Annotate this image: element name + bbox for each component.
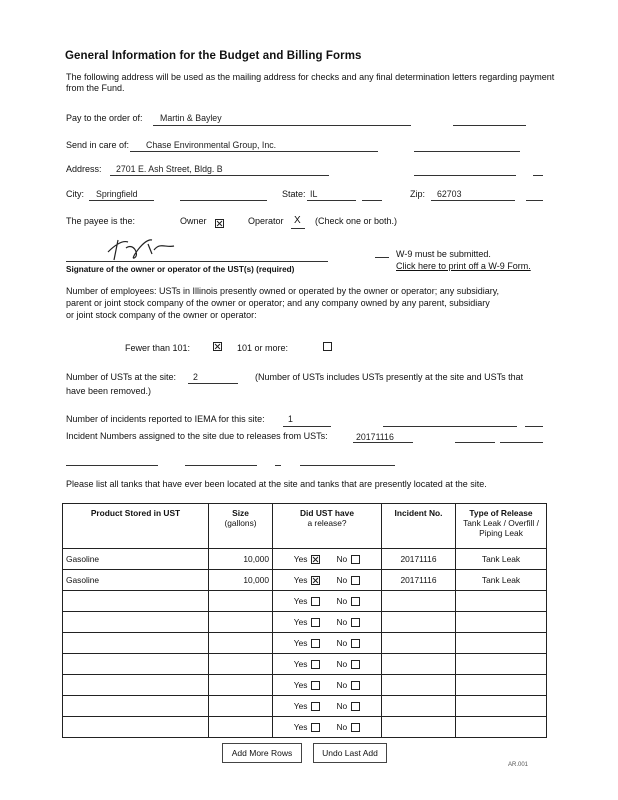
incident-cell[interactable] (382, 675, 456, 696)
state-label: State: (282, 189, 306, 199)
type-cell[interactable] (456, 591, 547, 612)
no-label: No (336, 574, 348, 585)
w9-print-link[interactable]: Click here to print off a W-9 Form. (396, 261, 531, 271)
product-cell[interactable] (63, 654, 209, 675)
yes-checkbox[interactable] (311, 702, 320, 711)
type-cell[interactable]: Tank Leak (456, 549, 547, 570)
no-label: No (336, 616, 348, 627)
table-row (63, 591, 547, 612)
release-cell (273, 696, 382, 717)
yes-label: Yes (293, 700, 308, 711)
product-cell[interactable]: Gasoline (63, 549, 209, 570)
add-more-rows-button[interactable]: Add More Rows (222, 743, 302, 763)
incident-cell[interactable] (382, 696, 456, 717)
city-label: City: (66, 189, 84, 199)
release-cell (273, 675, 382, 696)
no-checkbox[interactable] (351, 639, 360, 648)
no-label: No (336, 700, 348, 711)
incident-cell[interactable]: 20171116 (382, 549, 456, 570)
zip-label: Zip: (410, 189, 426, 199)
incidents-label: Number of incidents reported to IEMA for this site: (66, 414, 265, 424)
ust-table (62, 503, 547, 738)
no-checkbox[interactable] (351, 618, 360, 627)
no-label: No (336, 637, 348, 648)
release-cell (273, 549, 382, 570)
list-tanks-instruction: Please list all tanks that have ever been located at the site and tanks that are presently located at the site. (66, 479, 487, 489)
header-type-line2: Tank Leak / Overfill / (463, 518, 539, 528)
table-header-row (63, 504, 547, 549)
yes-checkbox[interactable] (311, 597, 320, 606)
size-cell[interactable] (209, 717, 273, 738)
w9-notice: W-9 must be submitted. (396, 249, 491, 259)
table-row (63, 549, 547, 570)
no-checkbox[interactable] (351, 681, 360, 690)
type-cell[interactable]: Tank Leak (456, 570, 547, 591)
release-cell (273, 612, 382, 633)
state-field[interactable]: IL (310, 189, 318, 199)
yes-checkbox[interactable] (311, 660, 320, 669)
pay-to-field[interactable]: Martin & Bayley (160, 113, 222, 123)
address-field[interactable]: 2701 E. Ash Street, Bldg. B (116, 164, 223, 174)
no-checkbox[interactable] (351, 723, 360, 732)
no-checkbox[interactable] (351, 660, 360, 669)
table-row (63, 696, 547, 717)
yes-checkbox[interactable] (311, 723, 320, 732)
product-cell[interactable]: Gasoline (63, 570, 209, 591)
no-checkbox[interactable] (351, 597, 360, 606)
no-label: No (336, 658, 348, 669)
table-row (63, 717, 547, 738)
fewer-label: Fewer than 101: (125, 343, 191, 353)
size-cell[interactable] (209, 633, 273, 654)
owner-label: Owner (180, 216, 207, 226)
pay-to-label: Pay to the order of: (66, 113, 143, 123)
incident-numbers-field[interactable]: 20171116 (356, 432, 394, 442)
footer-code: AR.001 (508, 762, 529, 768)
incident-cell[interactable] (382, 591, 456, 612)
more-checkbox[interactable] (323, 342, 332, 351)
size-cell[interactable] (209, 696, 273, 717)
no-label: No (336, 553, 348, 564)
type-cell[interactable] (456, 675, 547, 696)
yes-checkbox[interactable] (311, 576, 320, 585)
yes-checkbox[interactable] (311, 555, 320, 564)
no-label: No (336, 679, 348, 690)
yes-label: Yes (293, 658, 308, 669)
size-cell[interactable]: 10,000 (209, 570, 273, 591)
more-label: 101 or more: (237, 343, 289, 353)
product-cell[interactable] (63, 717, 209, 738)
yes-label: Yes (293, 574, 308, 585)
header-size-line1: Size (232, 508, 249, 518)
yes-checkbox[interactable] (311, 639, 320, 648)
product-cell[interactable] (63, 675, 209, 696)
incident-cell[interactable] (382, 633, 456, 654)
release-cell (273, 633, 382, 654)
size-cell[interactable] (209, 654, 273, 675)
yes-checkbox[interactable] (311, 618, 320, 627)
signature-label: Signature of the owner or operator of the UST(s) (required) (66, 265, 295, 274)
care-of-label: Send in care of: (66, 140, 130, 150)
product-cell[interactable] (63, 696, 209, 717)
size-cell[interactable] (209, 612, 273, 633)
yes-label: Yes (293, 553, 308, 564)
release-cell (273, 654, 382, 675)
usts-field[interactable]: 2 (193, 372, 198, 382)
no-label: No (336, 595, 348, 606)
table-row (63, 570, 547, 591)
header-release-line1: Did UST have (300, 508, 354, 518)
incident-cell[interactable] (382, 654, 456, 675)
usts-label: Number of USTs at the site: (66, 372, 177, 382)
usts-note-line1: (Number of USTs includes USTs presently at the site and USTs that (255, 372, 524, 382)
header-type (456, 504, 547, 549)
product-cell[interactable] (63, 612, 209, 633)
header-release-line2: a release? (307, 518, 347, 528)
header-size-line2: (gallons) (224, 518, 257, 528)
table-row (63, 612, 547, 633)
zip-field[interactable]: 62703 (437, 189, 462, 199)
size-cell[interactable]: 10,000 (209, 549, 273, 570)
usts-note-line2: have been removed.) (66, 386, 152, 396)
no-checkbox[interactable] (351, 555, 360, 564)
no-checkbox[interactable] (351, 576, 360, 585)
no-label: No (336, 721, 348, 732)
size-cell[interactable] (209, 591, 273, 612)
type-cell[interactable] (456, 612, 547, 633)
operator-checkbox[interactable]: X (294, 215, 301, 226)
yes-label: Yes (293, 637, 308, 648)
header-incident: Incident No. (382, 504, 456, 549)
release-cell (273, 591, 382, 612)
table-row (63, 654, 547, 675)
fewer-checkbox[interactable] (213, 342, 222, 351)
no-checkbox[interactable] (351, 702, 360, 711)
payee-label: The payee is the: (66, 216, 136, 226)
incident-numbers-label: Incident Numbers assigned to the site due to releases from USTs: (66, 431, 328, 441)
header-type-line3: Piping Leak (479, 528, 523, 538)
employees-text-line1: Number of employees: USTs in Illinois presently owned or operated by the owner or operator; any subsidiary, (66, 286, 500, 296)
incident-cell[interactable] (382, 612, 456, 633)
operator-label: Operator (248, 216, 284, 226)
type-cell[interactable] (456, 696, 547, 717)
product-cell[interactable] (63, 633, 209, 654)
size-cell[interactable] (209, 675, 273, 696)
incident-cell[interactable] (382, 717, 456, 738)
yes-label: Yes (293, 679, 308, 690)
header-release (273, 504, 382, 549)
header-type-line1: Type of Release (469, 508, 533, 518)
incidents-field[interactable]: 1 (288, 414, 293, 424)
care-of-field[interactable]: Chase Environmental Group, Inc. (146, 140, 277, 150)
page-title: General Information for the Budget and Billing Forms (65, 50, 362, 62)
header-size (209, 504, 273, 549)
yes-label: Yes (293, 595, 308, 606)
signature-image (104, 232, 184, 262)
type-cell[interactable] (456, 654, 547, 675)
release-cell (273, 570, 382, 591)
table-row (63, 675, 547, 696)
product-cell[interactable] (63, 591, 209, 612)
undo-last-add-button[interactable]: Undo Last Add (313, 743, 387, 763)
city-field[interactable]: Springfield (96, 189, 138, 199)
type-cell[interactable] (456, 717, 547, 738)
header-product: Product Stored in UST (63, 504, 209, 549)
address-label: Address: (66, 164, 102, 174)
owner-checkbox[interactable] (215, 219, 224, 228)
yes-checkbox[interactable] (311, 681, 320, 690)
employees-text-line2: parent or joint stock company of the owner or operator; and any company owned by any parent, subsidiary (66, 298, 490, 308)
table-row (63, 633, 547, 654)
intro-text: The following address will be used as the mailing address for checks and any final determination letters regarding payment from the Fund. (66, 72, 555, 93)
check-note: (Check one or both.) (315, 216, 398, 226)
type-cell[interactable] (456, 633, 547, 654)
incident-cell[interactable]: 20171116 (382, 570, 456, 591)
release-cell (273, 717, 382, 738)
yes-label: Yes (293, 721, 308, 732)
employees-text-line3: or joint stock company of the owner or operator: (66, 310, 257, 320)
yes-label: Yes (293, 616, 308, 627)
